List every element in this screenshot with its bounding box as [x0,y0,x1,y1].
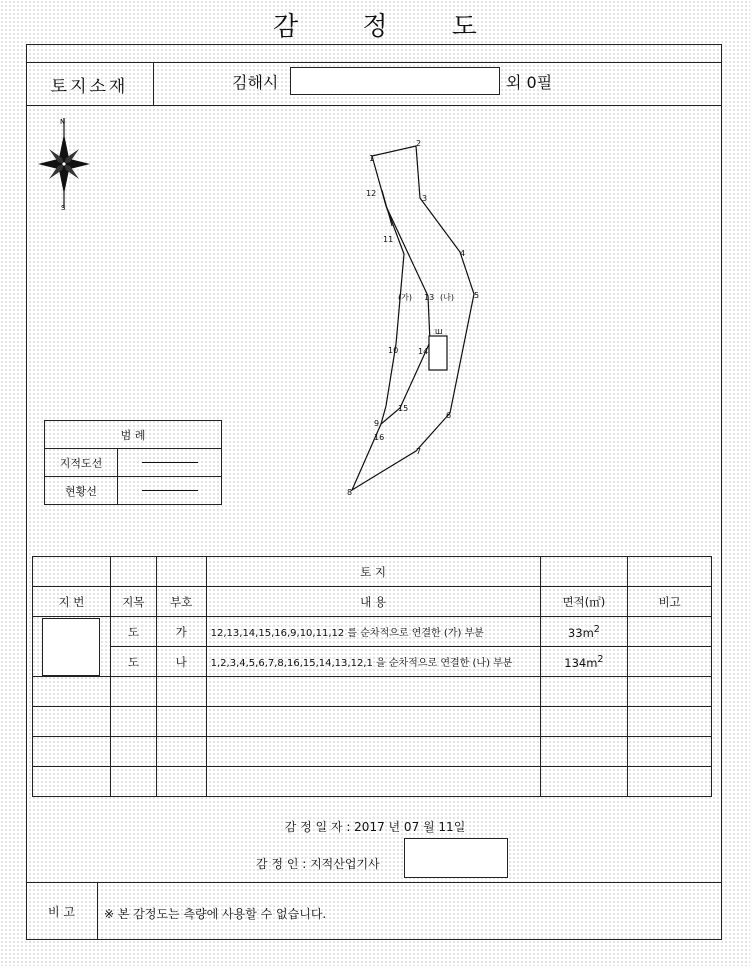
point-label-14: 14 [418,347,429,356]
parcel-number-cell [33,617,111,677]
legend-label-current: 현황선 [45,477,118,505]
row-category: 도 [110,647,156,677]
row-content: 12,13,14,15,16,9,10,11,12 를 순차적으로 연결한 (가) 부분 [206,617,540,647]
point-label-8: 8 [347,488,353,497]
point-label-3: 3 [422,194,428,203]
compass-icon [38,118,90,208]
table-row-empty [33,707,712,737]
legend-header: 범 례 [45,421,222,449]
legend-swatch-cadastral [118,449,222,477]
redacted-address-box [290,67,500,95]
land-group-header: 토 지 [206,557,540,587]
appraisal-date: 감 정 일 자 : 2017 년 07 월 11일 [284,820,466,834]
point-label-5: 5 [474,291,480,300]
location-city: 김해시 [232,73,279,92]
row-area: $33m^2$ [540,617,628,647]
table-row-empty [33,677,712,707]
point-label-13: 13 [424,293,435,302]
row-content: 1,2,3,4,5,6,7,8,16,15,14,13,12,1 을 순차적으로 연결한 (나) 부분 [206,647,540,677]
point-label-16: 16 [374,433,385,442]
header-code: 부호 [156,587,206,617]
legend-label-cadastral: 지적도선 [45,449,118,477]
point-label-12: 12 [366,189,377,198]
row-area: $134m^2$ [540,647,628,677]
point-label-2: 2 [416,139,422,148]
header-category: 지목 [110,587,156,617]
point-label-9: 9 [374,419,380,428]
table-cell-empty [540,557,628,587]
point-label-11: 11 [383,235,394,244]
header-area: 면적(㎡) [540,587,628,617]
compass-south-label: S [61,204,66,212]
redacted-appraiser-name [404,838,508,878]
table-cell-empty [33,557,111,587]
table-row [33,647,712,677]
point-label-1: 1 [369,154,375,163]
table-cell-empty [110,557,156,587]
location-label: 토지소재 [26,62,154,106]
remarks-label: 비 고 [26,882,98,940]
land-table [32,556,712,797]
row-code: 가 [156,617,206,647]
appraiser-label: 감 정 인 : 지적산업기사 [256,857,380,871]
header-parcel: 지 번 [33,587,111,617]
row-code: 나 [156,647,206,677]
point-label-4: 4 [460,249,466,258]
point-label-10: 10 [388,346,399,355]
region-label-ga: (가) [398,293,412,302]
row-note [628,647,712,677]
table-cell-empty [156,557,206,587]
parcel-boundary-inner-2 [382,190,392,226]
region-label-na: (나) [440,293,454,302]
document-title: 감 정 도 [273,12,505,42]
table-row [33,617,712,647]
legend-table [44,420,222,505]
building-box [429,336,447,370]
row-note [628,617,712,647]
point-label-15: 15 [398,404,409,413]
legend-swatch-current [118,477,222,505]
point-label-6: 6 [446,411,452,420]
redacted-parcel-number [42,618,100,676]
table-row-empty [33,737,712,767]
remarks-text: ※ 본 감정도는 측량에 사용할 수 없습니다. [104,907,327,921]
header-content: 내 용 [206,587,540,617]
table-cell-empty [628,557,712,587]
compass-north-label: N [60,118,66,126]
building-label: Ш [435,328,443,336]
location-suffix: 외 0필 [506,73,553,92]
table-row-empty [33,767,712,797]
header-note: 비고 [628,587,712,617]
point-label-7: 7 [416,447,422,456]
row-category: 도 [110,617,156,647]
